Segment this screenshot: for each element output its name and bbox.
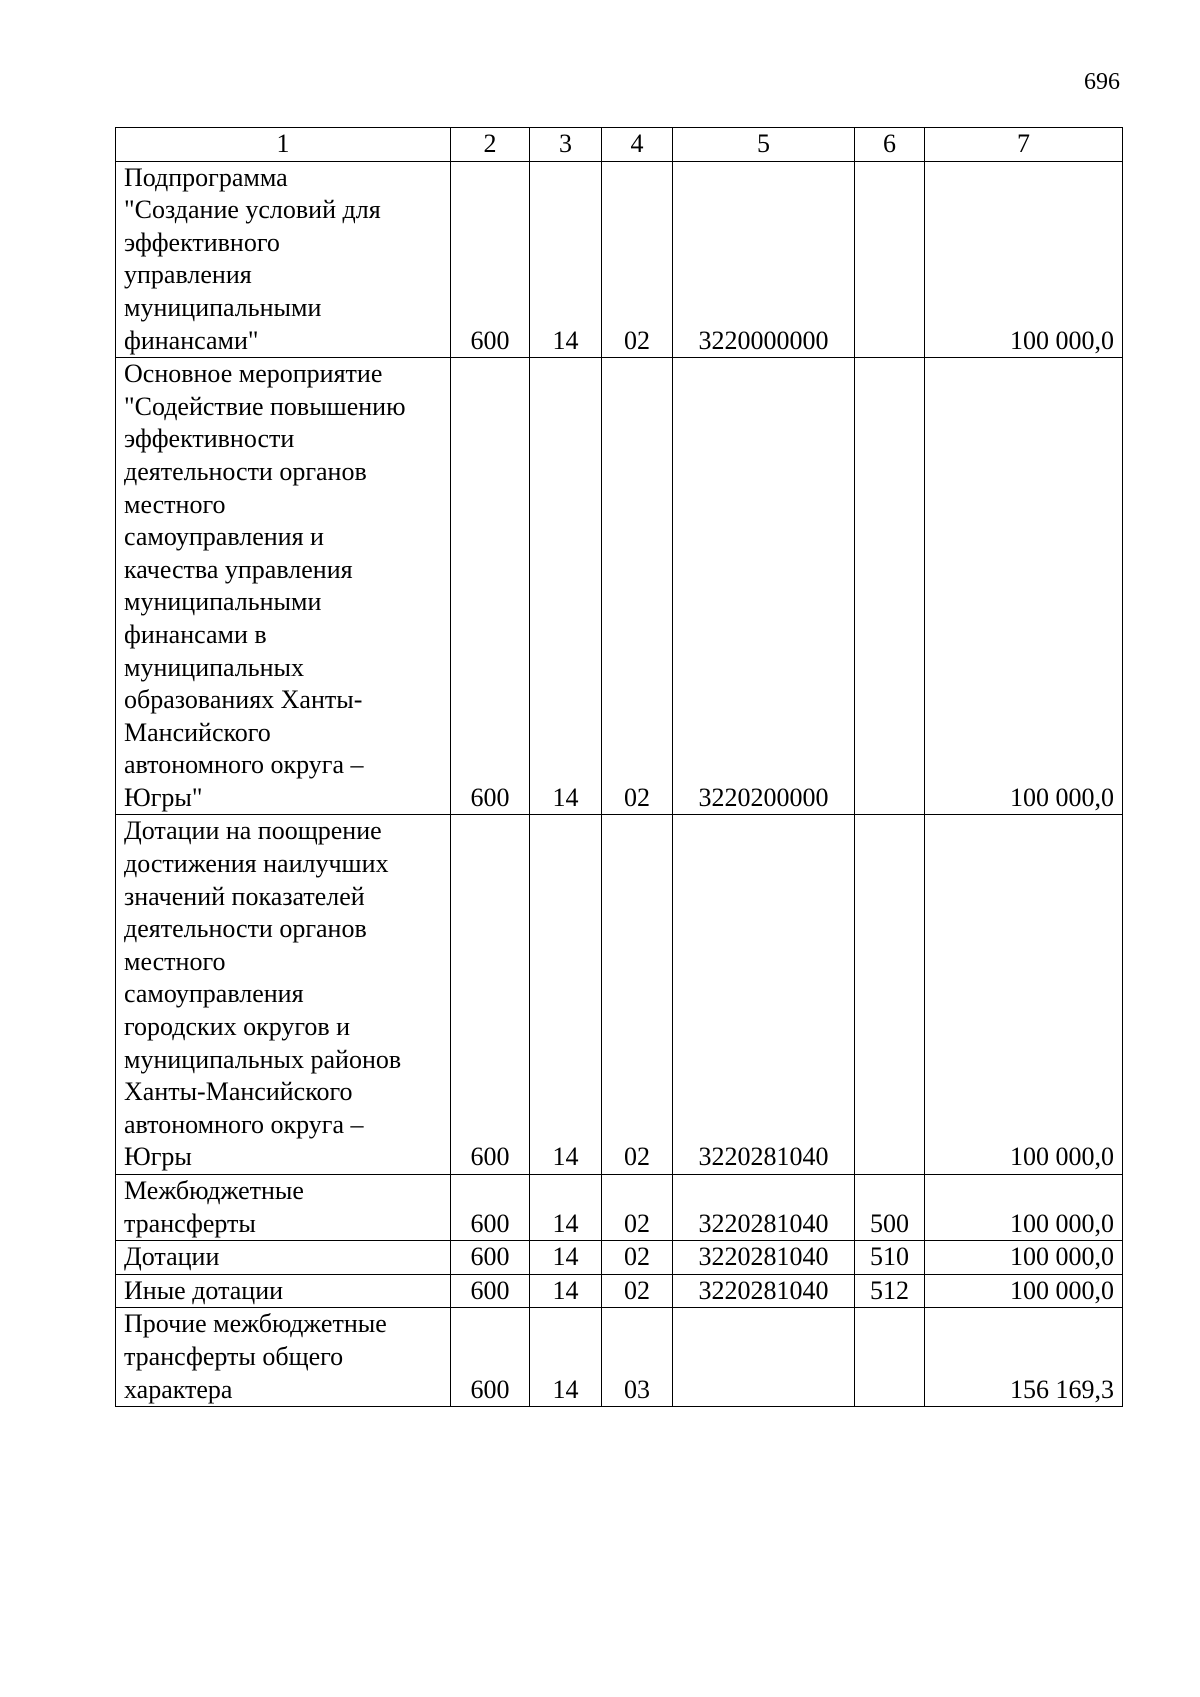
header-col-7: 7 <box>925 128 1123 162</box>
table-row <box>116 1274 1123 1308</box>
row-cell-col7: 100 000,0 <box>925 1274 1123 1308</box>
row-cell-col4: 02 <box>602 815 673 1175</box>
row-name-line: Дотации <box>124 1242 220 1272</box>
row-cell-col4: 02 <box>602 1175 673 1241</box>
table-row <box>116 1175 1123 1241</box>
row-name-line: муниципальных районов <box>124 1044 402 1074</box>
row-name-line: Иные дотации <box>124 1275 284 1305</box>
row-name-line: самоуправления и <box>124 522 324 552</box>
row-name-line: достижения наилучших <box>124 849 389 879</box>
row-cell-col2: 600 <box>451 161 530 358</box>
table-row <box>116 1308 1123 1407</box>
row-cell-col6 <box>855 1308 925 1407</box>
row-name-line: образованиях Ханты- <box>124 685 363 715</box>
row-cell-col6: 500 <box>855 1175 925 1241</box>
table-row <box>116 815 1123 1175</box>
header-col-4: 4 <box>602 128 673 162</box>
row-name-line: муниципальных <box>124 652 305 682</box>
row-name-line: самоуправления <box>124 979 304 1009</box>
row-cell-col7: 100 000,0 <box>925 1175 1123 1241</box>
row-name-cell <box>116 358 451 815</box>
row-cell-col3: 14 <box>530 358 602 815</box>
row-cell-col3: 14 <box>530 815 602 1175</box>
row-name-line: Ханты-Мансийского <box>124 1077 353 1107</box>
table-row <box>116 161 1123 358</box>
row-name-line: качества управления <box>124 554 353 584</box>
row-cell-col3: 14 <box>530 1308 602 1407</box>
row-name-line: Подпрограмма <box>124 162 288 192</box>
row-cell-col6 <box>855 358 925 815</box>
row-name-line: Мансийского <box>124 717 271 747</box>
row-cell-col7: 100 000,0 <box>925 815 1123 1175</box>
row-name-line: муниципальными <box>124 292 322 322</box>
row-cell-col7: 156 169,3 <box>925 1308 1123 1407</box>
row-cell-col6: 512 <box>855 1274 925 1308</box>
page-number: 696 <box>1084 69 1120 95</box>
row-cell-col6 <box>855 161 925 358</box>
row-name-cell <box>116 1241 451 1275</box>
header-col-3: 3 <box>530 128 602 162</box>
row-name-line: местного <box>124 489 226 519</box>
row-name-line: муниципальными <box>124 587 322 617</box>
table-row <box>116 1241 1123 1275</box>
header-col-6: 6 <box>855 128 925 162</box>
row-name-line: Основное мероприятие <box>124 359 383 389</box>
row-name-line: Югры <box>124 1142 192 1172</box>
row-name-line: финансами" <box>124 325 259 355</box>
row-name-line: Прочие межбюджетные <box>124 1309 387 1339</box>
row-cell-col7: 100 000,0 <box>925 161 1123 358</box>
row-name-cell <box>116 1274 451 1308</box>
header-col-2: 2 <box>451 128 530 162</box>
row-name-line: Межбюджетные <box>124 1176 304 1205</box>
row-cell-col6: 510 <box>855 1241 925 1275</box>
row-cell-col5: 3220281040 <box>673 1274 855 1308</box>
row-cell-col7: 100 000,0 <box>925 1241 1123 1275</box>
row-name-line: деятельности органов <box>124 914 367 944</box>
row-name-cell <box>116 161 451 358</box>
row-name-line: трансферты общего <box>124 1341 344 1371</box>
table-row <box>116 358 1123 815</box>
row-cell-col4: 02 <box>602 161 673 358</box>
row-name-line: "Содействие повышению <box>124 391 406 421</box>
row-name-line: автономного округа – <box>124 750 364 780</box>
row-cell-col2: 600 <box>451 815 530 1175</box>
row-name-line: деятельности органов <box>124 456 367 486</box>
row-cell-col3: 14 <box>530 1175 602 1241</box>
row-cell-col3: 14 <box>530 1241 602 1275</box>
row-cell-col5: 3220281040 <box>673 815 855 1175</box>
row-cell-col7: 100 000,0 <box>925 358 1123 815</box>
row-name-line: городских округов и <box>124 1012 351 1042</box>
row-name-line: финансами в <box>124 619 267 649</box>
row-name-line: управления <box>124 260 252 290</box>
row-cell-col2: 600 <box>451 1241 530 1275</box>
row-cell-col3: 14 <box>530 1274 602 1308</box>
row-name-cell <box>116 1308 451 1407</box>
row-name-line: эффективности <box>124 424 295 454</box>
row-name-line: значений показателей <box>124 881 365 911</box>
header-col-5: 5 <box>673 128 855 162</box>
row-cell-col5: 3220200000 <box>673 358 855 815</box>
row-name-line: "Создание условий для <box>124 195 381 225</box>
row-cell-col4: 03 <box>602 1308 673 1407</box>
row-cell-col2: 600 <box>451 1175 530 1241</box>
row-cell-col5: 3220281040 <box>673 1175 855 1241</box>
table-body <box>116 128 1123 1407</box>
table-header-row <box>116 128 1123 162</box>
row-cell-col2: 600 <box>451 1308 530 1407</box>
header-col-1: 1 <box>116 128 451 162</box>
row-name-line: характера <box>124 1374 233 1404</box>
row-cell-col4: 02 <box>602 1274 673 1308</box>
row-cell-col5: 3220281040 <box>673 1241 855 1275</box>
row-cell-col5 <box>673 1308 855 1407</box>
row-name-line: автономного округа – <box>124 1109 364 1139</box>
row-cell-col2: 600 <box>451 1274 530 1308</box>
row-name-line: местного <box>124 946 226 976</box>
row-cell-col6 <box>855 815 925 1175</box>
row-cell-col5: 3220000000 <box>673 161 855 358</box>
row-name-line: эффективного <box>124 227 280 257</box>
row-name-cell <box>116 815 451 1175</box>
row-cell-col2: 600 <box>451 358 530 815</box>
row-name-cell <box>116 1175 451 1241</box>
budget-table <box>115 127 1123 1407</box>
row-cell-col3: 14 <box>530 161 602 358</box>
row-name-line: Дотации на поощрение <box>124 816 382 846</box>
row-name-line: трансферты <box>124 1208 256 1238</box>
row-cell-col4: 02 <box>602 358 673 815</box>
row-name-line: Югры" <box>124 782 203 812</box>
row-cell-col4: 02 <box>602 1241 673 1275</box>
